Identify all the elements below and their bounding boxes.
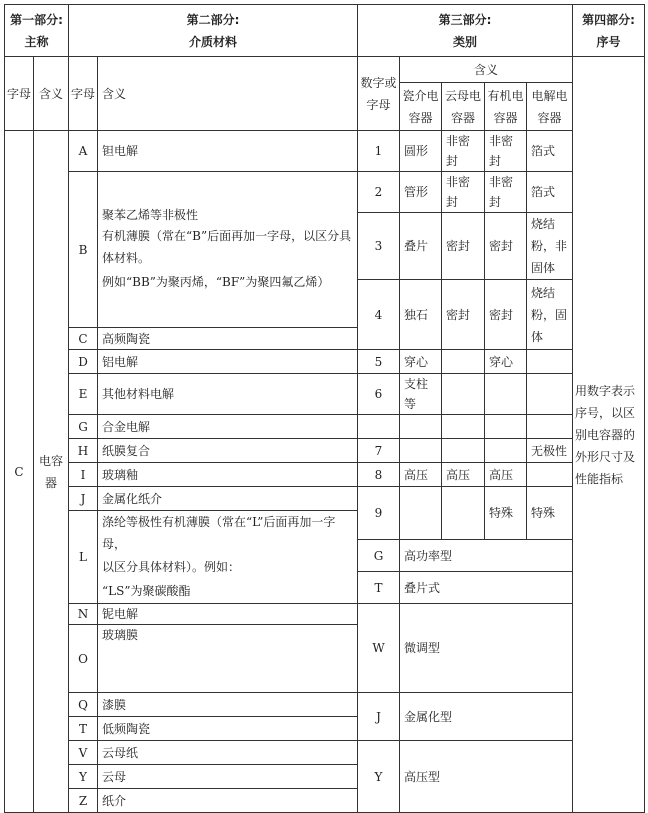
category-code: J xyxy=(358,693,400,741)
category-ceramic xyxy=(400,487,442,540)
category-ceramic xyxy=(400,415,442,439)
category-mica xyxy=(442,415,485,439)
category-organic xyxy=(485,374,527,415)
category-code: 7 xyxy=(358,439,400,463)
category-code: 9 xyxy=(358,487,400,540)
category-code: W xyxy=(358,604,400,693)
category-mica xyxy=(442,439,485,463)
col-header-code: 数字或字母 xyxy=(358,57,400,131)
material-text: 玻璃膜 xyxy=(98,625,358,693)
category-electrolytic xyxy=(527,350,573,374)
material-text: 聚苯乙烯等非极性 有机薄膜（常在“B”后面再加一字母，以区分具体材料。 例如“BB”为聚丙烯，“BF”为聚四氟乙烯） xyxy=(98,172,358,328)
material-text: 纸膜复合 xyxy=(98,439,358,463)
category-ceramic: 独石 xyxy=(400,280,442,350)
category-code: Y xyxy=(358,741,400,813)
material-text: 其他材料电解 xyxy=(98,374,358,415)
category-mica: 密封 xyxy=(442,213,485,280)
category-text: 微调型 xyxy=(400,604,573,693)
category-electrolytic: 烧结粉，非固体 xyxy=(527,213,573,280)
material-letter: N xyxy=(69,604,98,625)
material-letter: B xyxy=(69,172,98,328)
material-text: 低频陶瓷 xyxy=(98,717,358,741)
category-electrolytic: 烧结粉，固体 xyxy=(527,280,573,350)
material-text: 云母 xyxy=(98,765,358,789)
material-letter: Q xyxy=(69,693,98,717)
category-organic xyxy=(485,439,527,463)
main-meaning: 电容器 xyxy=(34,131,69,813)
category-mica xyxy=(442,350,485,374)
material-text: 玻璃釉 xyxy=(98,463,358,487)
category-code: 2 xyxy=(358,172,400,213)
category-organic: 穿心 xyxy=(485,350,527,374)
material-letter: D xyxy=(69,350,98,374)
col-header-meaning-group: 含义 xyxy=(400,57,573,83)
type-mica-header: 云母电容器 xyxy=(442,83,485,131)
category-ceramic: 叠片 xyxy=(400,213,442,280)
category-organic xyxy=(485,415,527,439)
material-text: 纸介 xyxy=(98,789,358,813)
material-letter: G xyxy=(69,415,98,439)
category-code: 8 xyxy=(358,463,400,487)
category-organic: 高压 xyxy=(485,463,527,487)
category-mica: 高压 xyxy=(442,463,485,487)
material-letter: O xyxy=(69,625,98,693)
material-letter: J xyxy=(69,487,98,511)
category-ceramic: 管形 xyxy=(400,172,442,213)
category-code-empty xyxy=(358,415,400,439)
material-letter: C xyxy=(69,328,98,350)
category-electrolytic xyxy=(527,415,573,439)
col-header-letter: 字母 xyxy=(5,57,34,131)
main-letter: C xyxy=(5,131,34,813)
serial-number-description: 用数字表示序号，以区别电容器的外形尺寸及性能指标 xyxy=(573,57,645,813)
col-header-meaning: 含义 xyxy=(34,57,69,131)
category-code: T xyxy=(358,572,400,604)
material-letter: A xyxy=(69,131,98,172)
header-part1: 第一部分: 主称 xyxy=(5,5,69,57)
category-mica xyxy=(442,487,485,540)
col-header-letter: 字母 xyxy=(69,57,98,131)
category-code: 1 xyxy=(358,131,400,172)
category-organic: 非密封 xyxy=(485,172,527,213)
category-code: 6 xyxy=(358,374,400,415)
material-text: 漆膜 xyxy=(98,693,358,717)
category-ceramic: 穿心 xyxy=(400,350,442,374)
material-text: 钽电解 xyxy=(98,131,358,172)
category-mica: 非密封 xyxy=(442,131,485,172)
category-code: 4 xyxy=(358,280,400,350)
material-letter: E xyxy=(69,374,98,415)
category-code: 3 xyxy=(358,213,400,280)
category-ceramic: 高压 xyxy=(400,463,442,487)
col-header-meaning: 含义 xyxy=(98,57,358,131)
category-organic: 特殊 xyxy=(485,487,527,540)
category-code: G xyxy=(358,540,400,572)
category-code: 5 xyxy=(358,350,400,374)
material-letter: I xyxy=(69,463,98,487)
category-text: 叠片式 xyxy=(400,572,573,604)
material-letter: L xyxy=(69,511,98,604)
type-ceramic-header: 瓷介电容器 xyxy=(400,83,442,131)
material-letter: Z xyxy=(69,789,98,813)
capacitor-naming-table xyxy=(4,4,645,813)
material-letter: T xyxy=(69,717,98,741)
category-organic: 密封 xyxy=(485,280,527,350)
category-text: 高功率型 xyxy=(400,540,573,572)
category-organic: 密封 xyxy=(485,213,527,280)
category-electrolytic: 特殊 xyxy=(527,487,573,540)
category-electrolytic xyxy=(527,463,573,487)
category-electrolytic: 无极性 xyxy=(527,439,573,463)
category-ceramic: 圆形 xyxy=(400,131,442,172)
material-text: 金属化纸介 xyxy=(98,487,358,511)
material-letter: H xyxy=(69,439,98,463)
category-ceramic xyxy=(400,439,442,463)
category-ceramic: 支柱等 xyxy=(400,374,442,415)
category-electrolytic xyxy=(527,374,573,415)
material-letter: Y xyxy=(69,765,98,789)
category-mica: 密封 xyxy=(442,280,485,350)
category-text: 金属化型 xyxy=(400,693,573,741)
material-text: 高频陶瓷 xyxy=(98,328,358,350)
material-text: 云母纸 xyxy=(98,741,358,765)
type-electrolytic-header: 电解电容器 xyxy=(527,83,573,131)
category-electrolytic: 箔式 xyxy=(527,131,573,172)
category-text: 高压型 xyxy=(400,741,573,813)
material-text: 铌电解 xyxy=(98,604,358,625)
type-organic-header: 有机电容器 xyxy=(485,83,527,131)
category-electrolytic: 箔式 xyxy=(527,172,573,213)
material-text: 涤纶等极性有机薄膜（常在“L”后面再加一字母， 以区分具体材料）。例如： “LS”为聚碳酸酯 xyxy=(98,511,358,604)
material-text: 合金电解 xyxy=(98,415,358,439)
category-mica xyxy=(442,374,485,415)
material-text: 铝电解 xyxy=(98,350,358,374)
category-mica: 非密封 xyxy=(442,172,485,213)
material-letter: V xyxy=(69,741,98,765)
header-part3: 第三部分: 类别 xyxy=(358,5,573,57)
header-part4: 第四部分: 序号 xyxy=(573,5,645,57)
header-part2: 第二部分: 介质材料 xyxy=(69,5,358,57)
category-organic: 非密封 xyxy=(485,131,527,172)
